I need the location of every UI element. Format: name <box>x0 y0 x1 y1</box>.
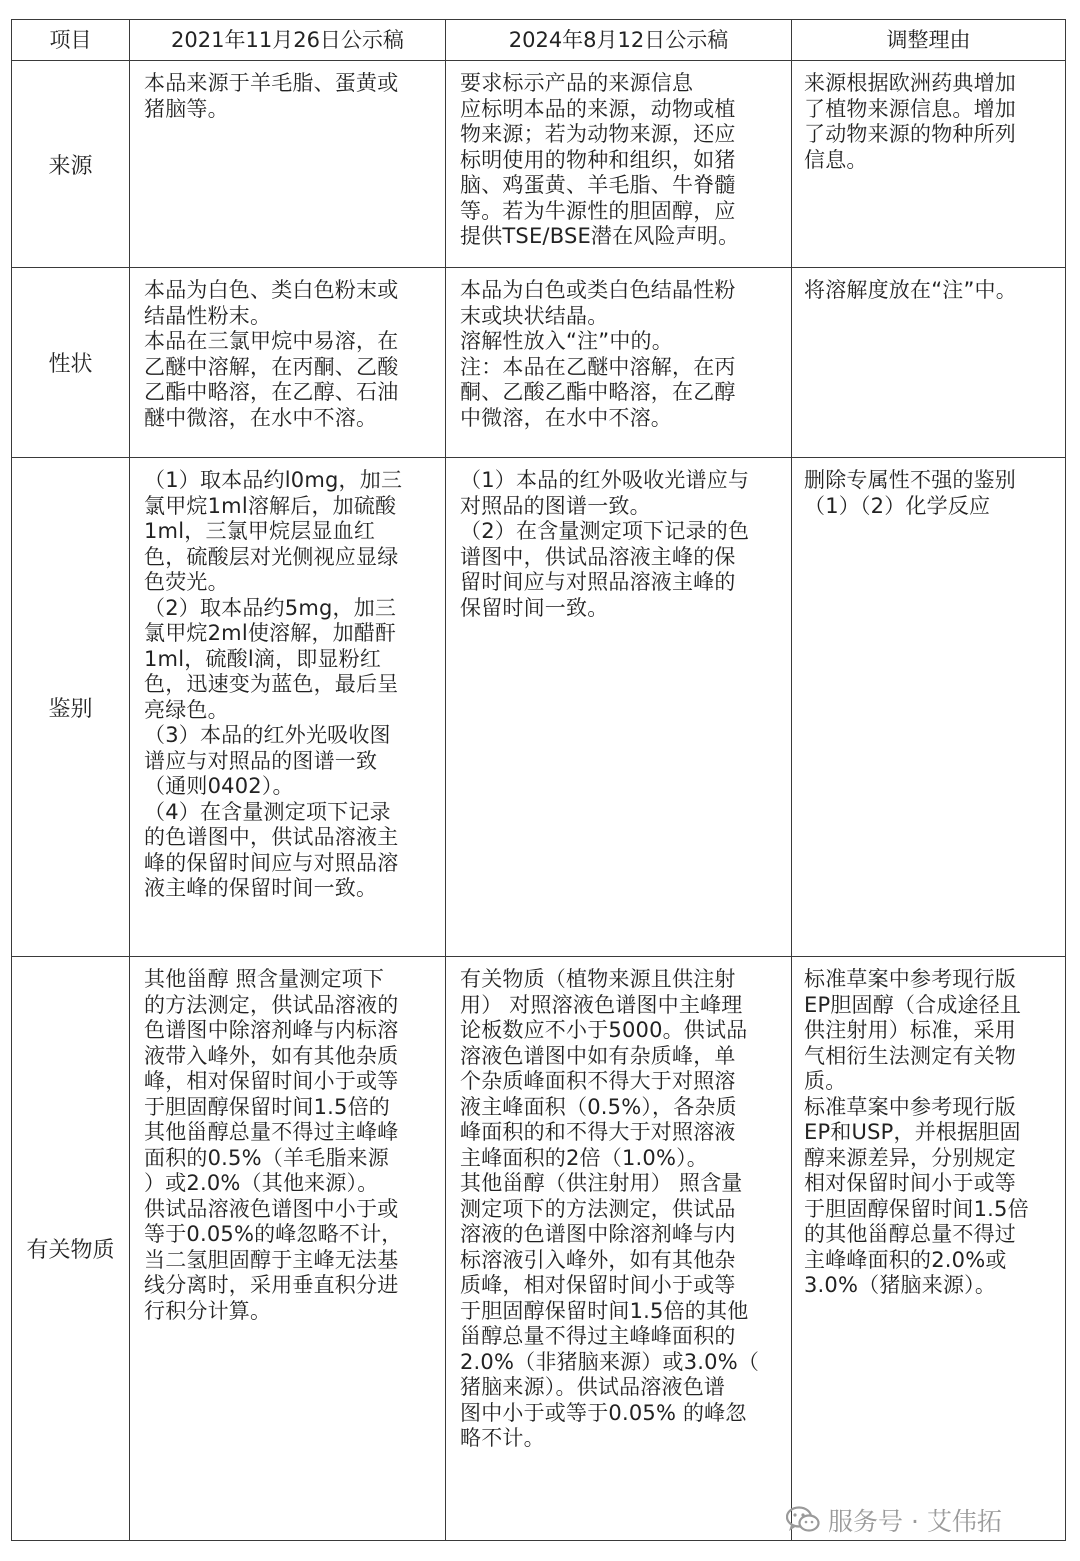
cell-reason: 来源根据欧洲药典增加 了植物来源信息。增加 了动物来源的物种所列 信息。 <box>792 61 1066 268</box>
comparison-table <box>11 19 1066 1541</box>
row-item-label: 性状 <box>12 268 130 458</box>
table-row <box>12 957 1066 1541</box>
cell-2024: 要求标示产品的来源信息 应标明本品的来源，动物或植 物来源；若为动物来源，还应 标明使用的物种和组织，如猪 脑、鸡蛋黄、羊毛脂、牛脊髓 等。若为牛源性的胆固醇，应 提供TSE/BSE潜在风险声明。 <box>446 61 792 268</box>
cell-2024: 本品为白色或类白色结晶性粉 末或块状结晶。 溶解性放入“注”中的。 注：本品在乙醚中溶解，在丙 酮、乙酸乙酯中略溶，在乙醇 中微溶，在水中不溶。 <box>446 268 792 458</box>
table-row <box>12 61 1066 268</box>
table-header-row <box>12 20 1066 61</box>
cell-2021: （1）取本品约l0mg，加三 氯甲烷1ml溶解后，加硫酸 1ml，三氯甲烷层显血红 色，硫酸层对光侧视应显绿 色荧光。 （2）取本品约5mg，加三 氯甲烷2ml使溶解，加醋酐 1ml，硫酸l滴，即显粉红 色，迅速变为蓝色，最后呈 亮绿色。 （3）本品的红外光吸收图 谱应与对照品的图谱一致 （通则0402）。 （4）在含量测定项下记录 的色谱图中，供试品溶液主 峰的保留时间应与对照品溶 液主峰的保留时间一致。 <box>130 458 446 957</box>
cell-2021: 本品来源于羊毛脂、蛋黄或 猪脑等。 <box>130 61 446 268</box>
table-row <box>12 458 1066 957</box>
wechat-icon <box>786 1506 820 1534</box>
header-item: 项目 <box>12 20 130 61</box>
cell-2024: 有关物质（植物来源且供注射 用） 对照溶液色谱图中主峰理 论板数应不小于5000。供试品 溶液色谱图中如有杂质峰，单 个杂质峰面积不得大于对照溶 液主峰面积（0.5%），各杂质 峰面积的和不得大于对照溶液 主峰面积的2倍（1.0%）。 其他甾醇（供注射用） 照含量 测定项下的方法测定，供试品 溶液的色谱图中除溶剂峰与内 标溶液引入峰外，如有其他杂 质峰，相对保留时间小于或等 于胆固醇保留时间1.5倍的其他 甾醇总量不得过主峰峰面积的 2.0%（非猪脑来源）或3.0%（ 猪脑来源）。供试品溶液色谱 图中小于或等于0.05% 的峰忽 略不计。 <box>446 957 792 1541</box>
cell-reason: 标准草案中参考现行版 EP胆固醇（合成途径且 供注射用）标准，采用 气相衍生法测定有关物 质。 标准草案中参考现行版 EP和USP，并根据胆固 醇来源差异，分别规定 相对保留时间小于或等 于胆固醇保留时间1.5倍 的其他甾醇总量不得过 主峰峰面积的2.0%或 3.0%（猪脑来源）。 <box>792 957 1066 1541</box>
cell-2021: 其他甾醇 照含量测定项下 的方法测定，供试品溶液的 色谱图中除溶剂峰与内标溶 液带入峰外，如有其他杂质 峰，相对保留时间小于或等 于胆固醇保留时间1.5倍的 其他甾醇总量不得过主峰峰 面积的0.5%（羊毛脂来源 ）或2.0%（其他来源）。 供试品溶液色谱图中小于或 等于0.05%的峰忽略不计， 当二氢胆固醇于主峰无法基 线分离时，采用垂直积分进 行积分计算。 <box>130 957 446 1541</box>
watermark <box>786 1502 1002 1538</box>
cell-reason: 删除专属性不强的鉴别 （1）（2）化学反应 <box>792 458 1066 957</box>
header-2021: 2021年11月26日公示稿 <box>130 20 446 61</box>
cell-2024: （1）本品的红外吸收光谱应与 对照品的图谱一致。 （2）在含量测定项下记录的色 谱图中，供试品溶液主峰的保 留时间应与对照品溶液主峰的 保留时间一致。 <box>446 458 792 957</box>
watermark-text: 服务号 · 艾伟拓 <box>828 1507 1002 1536</box>
row-item-label: 来源 <box>12 61 130 268</box>
header-2024: 2024年8月12日公示稿 <box>446 20 792 61</box>
table-row <box>12 268 1066 458</box>
cell-reason: 将溶解度放在“注”中。 <box>792 268 1066 458</box>
row-item-label: 有关物质 <box>12 957 130 1541</box>
header-reason: 调整理由 <box>792 20 1066 61</box>
row-item-label: 鉴别 <box>12 458 130 957</box>
cell-2021: 本品为白色、类白色粉末或 结晶性粉末。 本品在三氯甲烷中易溶，在 乙醚中溶解，在丙酮、乙酸 乙酯中略溶，在乙醇、石油 醚中微溶，在水中不溶。 <box>130 268 446 458</box>
